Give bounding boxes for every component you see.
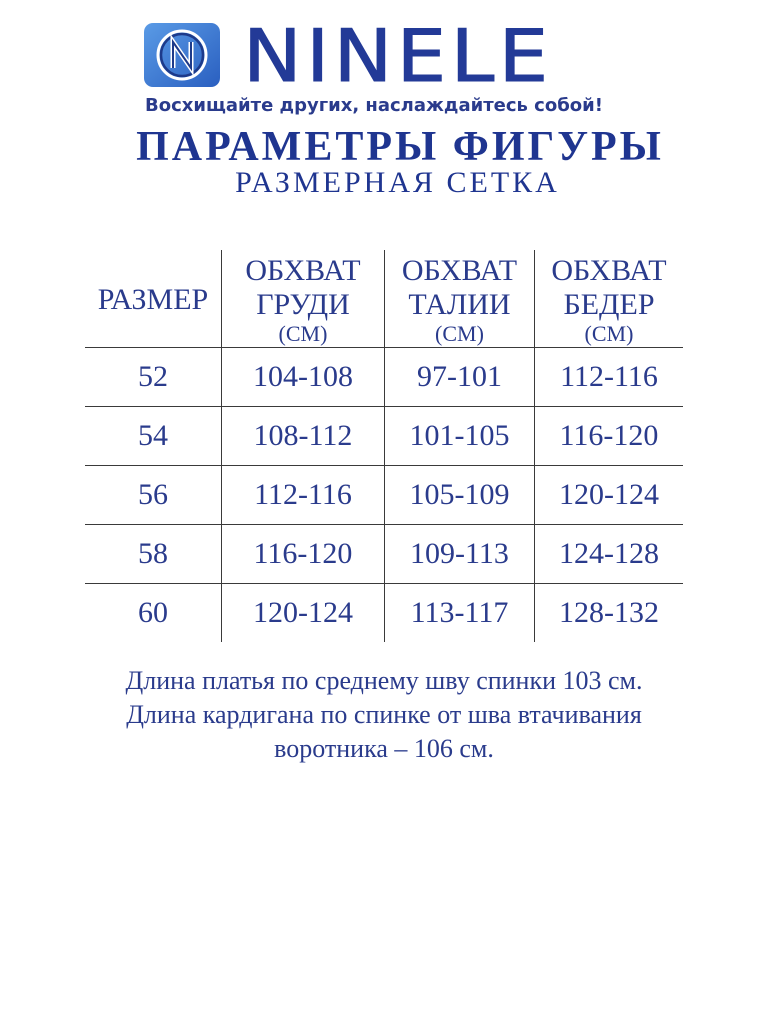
header-chest (222, 250, 384, 347)
header-hips-unit: (СМ) (584, 321, 634, 346)
header-chest-line1: ОБХВАТ (245, 254, 361, 287)
note-cardigan-length-cont: воротника – 106 см. (274, 734, 494, 763)
table-row-2-chest: 108-112 (253, 419, 353, 452)
header-hips-line1: ОБХВАТ (551, 254, 667, 287)
table-row-3-waist: 105-109 (409, 478, 510, 511)
table-row-1-size: 52 (138, 360, 168, 393)
table-row-1-waist: 97-101 (417, 360, 502, 393)
header-chest-unit: (СМ) (278, 321, 328, 346)
page-title: ПАРАМЕТРЫ ФИГУРЫ (136, 124, 664, 170)
table-row-3-size: 56 (138, 478, 168, 511)
table-row-4-hips: 124-128 (559, 537, 659, 570)
header-chest-line2: ГРУДИ (256, 288, 350, 321)
note-cardigan-length: Длина кардигана по спинке от шва втачивания (126, 700, 642, 729)
table-row-1-chest: 104-108 (253, 360, 353, 393)
header-size-label: РАЗМЕР (97, 283, 209, 316)
table-row-3-hips: 120-124 (559, 478, 659, 511)
header-hips (535, 250, 683, 347)
header-waist-line1: ОБХВАТ (401, 254, 518, 287)
page-subtitle: РАЗМЕРНАЯ СЕТКА (235, 166, 560, 199)
header-waist (385, 250, 534, 347)
header-hips-line2: БЕДЕР (563, 288, 655, 321)
note-dress-length: Длина платья по среднему шву спинки 103 см. (125, 666, 643, 695)
garment-length-notes (0, 664, 768, 766)
table-row-5-chest: 120-124 (253, 596, 353, 629)
table-row-5-hips: 128-132 (559, 596, 659, 629)
table-row-5-size: 60 (138, 596, 168, 629)
table-row-2-size: 54 (138, 419, 168, 452)
table-row-3-chest: 112-116 (254, 478, 352, 511)
table-row-1-hips: 112-116 (560, 360, 658, 393)
table-row-2-hips: 116-120 (559, 419, 659, 452)
ninele-emblem-icon (143, 22, 221, 88)
header-waist-unit: (СМ) (435, 321, 484, 346)
table-row-4-chest: 116-120 (253, 537, 353, 570)
brand-wordmark: NINELE (243, 14, 553, 98)
table-row-2-waist: 101-105 (409, 419, 510, 452)
header-waist-line2: ТАЛИИ (408, 288, 511, 321)
table-row-4-waist: 109-113 (410, 537, 509, 570)
table-row-5-waist: 113-117 (410, 596, 509, 629)
table-row-4-size: 58 (138, 537, 168, 570)
brand-slogan: Восхищайте других, наслаждайтесь собой! (145, 95, 603, 116)
header-size (85, 250, 221, 347)
brand-logo (143, 14, 643, 116)
